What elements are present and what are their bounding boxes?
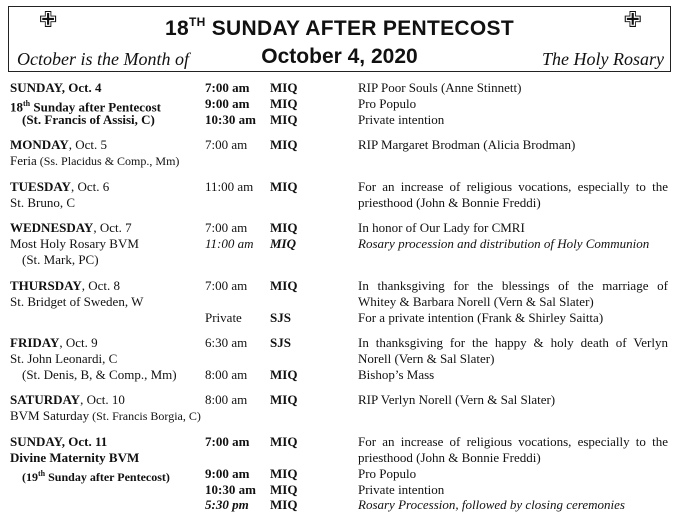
- page-title: 18TH SUNDAY AFTER PENTECOST: [165, 15, 514, 40]
- mass-time: 9:00 am: [205, 96, 250, 111]
- celebrant: SJS: [270, 335, 291, 350]
- celebrant: MIQ: [270, 137, 298, 152]
- mass-time: 8:00 am: [205, 367, 248, 382]
- mass-time: 7:00 am: [205, 137, 248, 152]
- intention: Bishop’s Mass: [358, 367, 435, 382]
- day-heading: THURSDAY, Oct. 8: [10, 278, 121, 293]
- celebrant: MIQ: [270, 96, 298, 111]
- mass-time: 10:30 am: [205, 112, 256, 127]
- intention: Private intention: [358, 112, 445, 127]
- celebrant: MIQ: [270, 278, 298, 293]
- intention-continued: Whitey & Barbara Norell (Vern & Sal Slater): [358, 294, 594, 309]
- intention: For an increase of religious vocations, especially to the: [358, 434, 668, 449]
- mass-time: 7:00 am: [205, 278, 248, 293]
- mass-time: 7:00 am: [205, 220, 248, 235]
- celebrant: MIQ: [270, 220, 298, 235]
- celebrant: MIQ: [270, 112, 298, 127]
- day-heading: MONDAY, Oct. 5: [10, 137, 108, 152]
- feast-name: St. Bridget of Sweden, W: [10, 294, 144, 309]
- intention: For an increase of religious vocations, especially to the: [358, 179, 668, 194]
- day-heading: SATURDAY, Oct. 10: [10, 392, 125, 407]
- feast-name: St. John Leonardi, C: [10, 351, 118, 366]
- feast-name: Most Holy Rosary BVM: [10, 236, 139, 251]
- celebrant: MIQ: [270, 392, 298, 407]
- day-heading: SUNDAY, Oct. 11: [10, 434, 108, 449]
- feast-name: Feria (Ss. Placidus & Comp., Mm): [10, 153, 180, 168]
- cross-right-icon: ✙: [623, 8, 642, 33]
- day-heading: WEDNESDAY, Oct. 7: [10, 220, 132, 235]
- month-devotion: The Holy Rosary: [542, 49, 664, 69]
- celebrant: MIQ: [270, 466, 298, 481]
- intention: RIP Margaret Brodman (Alicia Brodman): [358, 137, 576, 152]
- intention: In honor of Our Lady for CMRI: [358, 220, 525, 235]
- day-heading: TUESDAY, Oct. 6: [10, 179, 110, 194]
- intention: RIP Verlyn Norell (Vern & Sal Slater): [358, 392, 556, 407]
- celebrant: MIQ: [270, 482, 298, 497]
- day-heading: FRIDAY, Oct. 9: [10, 335, 98, 350]
- mass-time: 7:00 am: [205, 434, 250, 449]
- celebrant: MIQ: [270, 497, 298, 512]
- intention-continued: priesthood (John & Bonnie Freddi): [358, 195, 541, 210]
- celebrant: SJS: [270, 310, 291, 325]
- intention: Private intention: [358, 482, 445, 497]
- bulletin-date: October 4, 2020: [261, 45, 418, 68]
- intention-continued: Norell (Vern & Sal Slater): [358, 351, 495, 366]
- commemoration: (19th Sunday after Pentecost): [22, 469, 170, 484]
- intention: In thanksgiving for the blessings of the marriage of: [358, 278, 668, 293]
- mass-time: 10:30 am: [205, 482, 256, 497]
- day-heading: SUNDAY, Oct. 4: [10, 80, 102, 95]
- intention: Rosary procession and distribution of Holy Communion: [358, 236, 650, 251]
- mass-time: 8:00 am: [205, 392, 248, 407]
- feast-name: 18th Sunday after Pentecost: [10, 99, 161, 115]
- celebrant: MIQ: [270, 367, 298, 382]
- cross-left-icon: ✙: [39, 8, 58, 33]
- intention: For a private intention (Frank & Shirley Saitta): [358, 310, 604, 325]
- feast-name: Divine Maternity BVM: [10, 450, 140, 465]
- celebrant: MIQ: [270, 179, 298, 194]
- intention: In thanksgiving for the happy & holy death of Verlyn: [358, 335, 668, 350]
- feast-name: BVM Saturday (St. Francis Borgia, C): [10, 408, 201, 423]
- intention: RIP Poor Souls (Anne Stinnett): [358, 80, 522, 95]
- feast-name: St. Bruno, C: [10, 195, 76, 210]
- mass-time: 7:00 am: [205, 80, 250, 95]
- mass-time: 11:00 am: [205, 179, 254, 194]
- commemoration: (St. Denis, B, & Comp., Mm): [22, 367, 177, 382]
- mass-time: 11:00 am: [205, 236, 254, 251]
- intention: Pro Populo: [358, 466, 417, 481]
- mass-time: 9:00 am: [205, 466, 250, 481]
- intention: Pro Populo: [358, 96, 417, 111]
- mass-time: 5:30 pm: [205, 497, 249, 512]
- celebrant: MIQ: [270, 80, 298, 95]
- mass-time: Private: [205, 310, 242, 325]
- mass-time: 6:30 am: [205, 335, 248, 350]
- intention-continued: priesthood (John & Bonnie Freddi): [358, 450, 541, 465]
- commemoration: (St. Francis of Assisi, C): [22, 112, 155, 127]
- commemoration: (St. Mark, PC): [22, 252, 99, 267]
- celebrant: MIQ: [270, 236, 297, 251]
- bulletin-header: [8, 6, 671, 72]
- celebrant: MIQ: [270, 434, 298, 449]
- intention: Rosary Procession, followed by closing ceremonies: [358, 497, 625, 512]
- month-dedication: October is the Month of: [17, 49, 189, 69]
